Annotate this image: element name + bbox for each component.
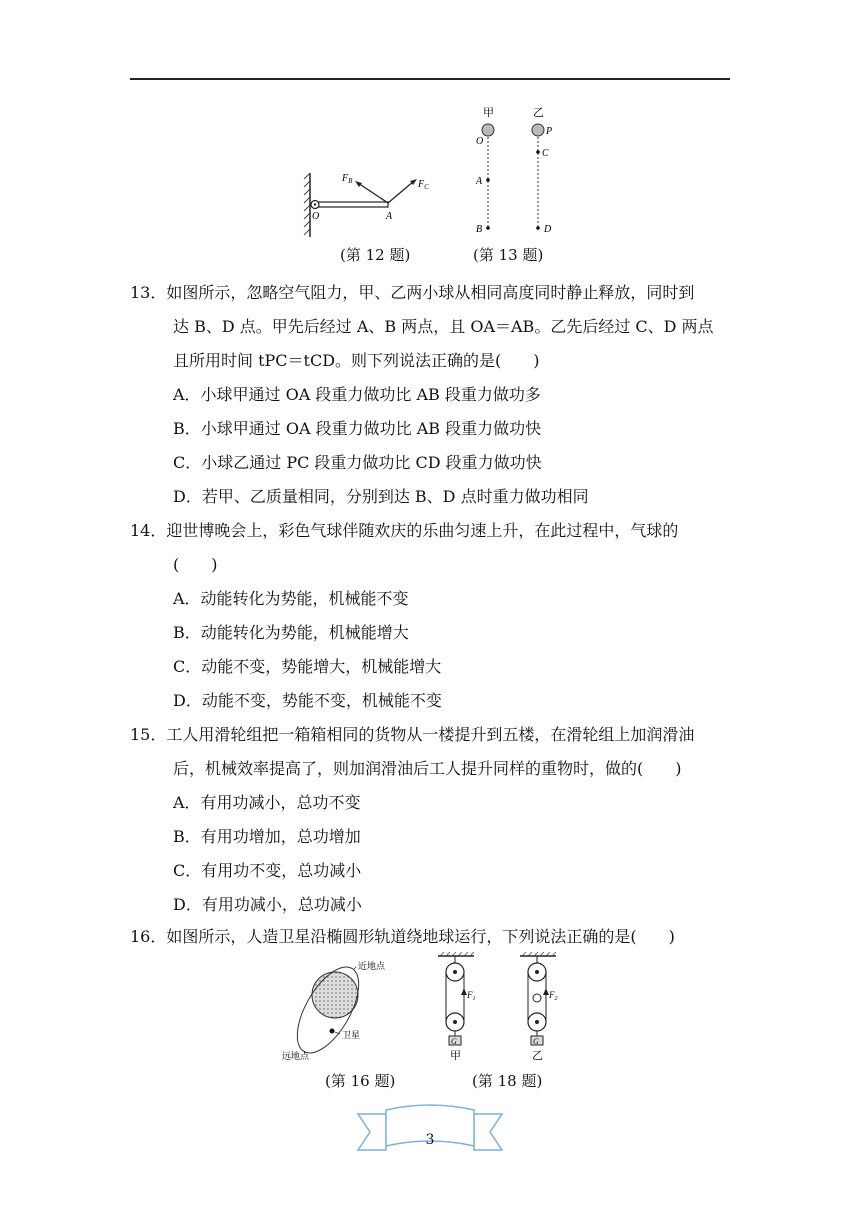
option-a: A．小球甲通过 OA 段重力做功比 AB 段重力做功多 <box>173 385 541 404</box>
page-number: 3 <box>425 1132 435 1148</box>
figure-16-satellite-orbit-diagram <box>278 955 398 1065</box>
fig12-label-o: O <box>312 211 320 222</box>
option-c: C．小球乙通过 PC 段重力做功比 CD 段重力做功快 <box>173 453 542 472</box>
question-stem-line: 如图所示，忽略空气阻力，甲、乙两小球从相同高度同时静止释放，同时到 <box>166 283 695 302</box>
figure-16-caption: (第 16 题) <box>325 1072 396 1090</box>
figure-12-lever-diagram <box>300 165 440 240</box>
fig13-label-o: O <box>476 136 484 147</box>
option-c: C．动能不变，势能增大，机械能增大 <box>173 657 442 676</box>
option-c: C．有用功不变，总功减小 <box>173 861 362 880</box>
header-rule <box>130 78 730 80</box>
fig18-label-jia: 甲 <box>450 1050 461 1062</box>
question-stem-line: 达 B、D 点。甲先后经过 A、B 两点，且 OA＝AB。乙先后经过 C、D 两点 <box>173 317 714 336</box>
fig18-label-yi: 乙 <box>532 1050 543 1062</box>
option-d: D．若甲、乙质量相同，分别到达 B、D 点时重力做功相同 <box>173 487 589 506</box>
figure-18-pulley-systems-diagram <box>428 950 568 1065</box>
page-number-ribbon <box>356 1096 504 1160</box>
question-stem-line: 工人用滑轮组把一箱箱相同的货物从一楼提升到五楼，在滑轮组上加润滑油 <box>166 725 695 744</box>
fig12-label-fb: $F_B$ <box>342 173 353 185</box>
fig13-label-c: C <box>542 148 549 159</box>
question-13 <box>130 276 740 514</box>
fig18-label-f1: $F_1$ <box>467 990 476 1002</box>
fig13-label-b: B <box>476 224 483 235</box>
question-15 <box>130 718 740 922</box>
question-stem-line: 迎世博晚会上，彩色气球伴随欢庆的乐曲匀速上升，在此过程中，气球的 <box>166 521 679 540</box>
question-stem-line: 且所用时间 tPC＝tCD。则下列说法正确的是( ) <box>173 351 540 370</box>
option-b: B．动能转化为势能，机械能增大 <box>173 623 409 642</box>
option-a: A．有用功减小，总功不变 <box>173 793 361 812</box>
question-stem-line: ( ) <box>173 555 218 574</box>
fig16-label-apogee: 远地点 <box>282 1051 310 1061</box>
question-number: 13． <box>130 283 167 302</box>
figure-12-caption: (第 12 题) <box>340 246 411 264</box>
question-16 <box>130 920 740 954</box>
fig13-label-a: A <box>476 176 483 187</box>
figure-18-caption: (第 18 题) <box>472 1072 543 1090</box>
question-number: 16． <box>130 927 167 946</box>
question-14 <box>130 514 740 718</box>
option-b: B．有用功增加，总功增加 <box>173 827 361 846</box>
option-a: A．动能转化为势能，机械能不变 <box>173 589 409 608</box>
fig18-label-g-yi: G <box>533 1037 539 1046</box>
option-d: D．动能不变，势能不变，机械能不变 <box>173 691 442 710</box>
option-b: B．小球甲通过 OA 段重力做功比 AB 段重力做功快 <box>173 419 542 438</box>
fig13-label-yi: 乙 <box>533 107 544 119</box>
fig13-label-jia: 甲 <box>483 107 494 119</box>
fig16-label-perigee: 近地点 <box>358 961 386 971</box>
figure-13-caption: (第 13 题) <box>473 246 544 264</box>
option-d: D．有用功减小，总功减小 <box>173 895 362 914</box>
figure-13-falling-balls-diagram <box>470 104 570 239</box>
fig18-label-f2: $F_2$ <box>549 990 558 1002</box>
fig18-label-g-jia: G <box>451 1037 457 1046</box>
fig13-label-d: D <box>544 224 552 235</box>
question-stem-line: 如图所示，人造卫星沿椭圆形轨道绕地球运行，下列说法正确的是( ) <box>166 927 675 946</box>
question-number: 14． <box>130 521 167 540</box>
question-number: 15． <box>130 725 167 744</box>
fig16-label-satellite: 卫星 <box>342 1030 361 1040</box>
fig12-label-fc: $F_C$ <box>418 179 429 191</box>
question-stem-line: 后，机械效率提高了，则加润滑油后工人提升同样的重物时，做的( ) <box>173 759 682 778</box>
fig13-label-p: P <box>546 126 553 137</box>
fig12-label-a: A <box>386 211 393 222</box>
